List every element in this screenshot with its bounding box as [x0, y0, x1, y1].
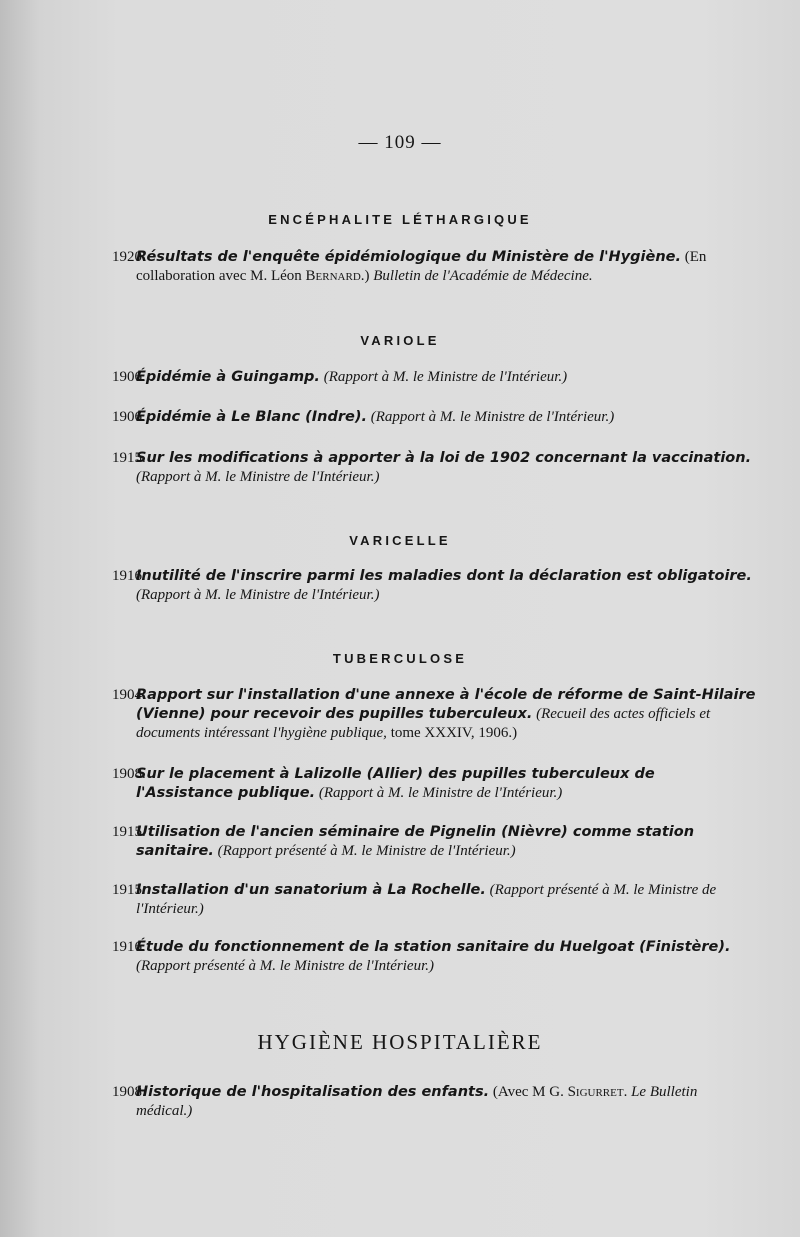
entry-source: (Rapport présenté à M. le Ministre de l'Intérieur.)	[136, 958, 435, 974]
entry-source: (Rapport présenté à M. le Ministre de l'Intérieur.)	[136, 882, 717, 917]
entry-title: Sur le placement à Lalizolle (Allier) des pupilles tuberculeux de l'Assistance publique.	[136, 766, 655, 801]
entry-variole-3	[112, 449, 756, 487]
entry-year: 1916.	[112, 939, 146, 955]
entry-author: Bernard.)	[305, 268, 370, 284]
entry-encephalite-1	[112, 248, 756, 286]
section-heading-varicelle: VARICELLE	[349, 533, 451, 548]
entry-source: (Rapport à M. le Ministre de l'Intérieur.)	[318, 785, 563, 801]
entry-source: Le Bulletin médical.)	[136, 1084, 698, 1119]
entry-title: Épidémie à Guingamp.	[136, 369, 320, 385]
section-heading-variole: VARIOLE	[360, 333, 440, 348]
entry-tuberculose-1	[112, 686, 756, 743]
entry-variole-1	[112, 368, 756, 387]
entry-source: Bulletin de l'Académie de Médecine.	[373, 268, 593, 284]
entry-source: (Rapport à M. le Ministre de l'Intérieur.)	[136, 587, 380, 603]
entry-source: (Recueil des actes officiels et documents intéressant l'hygiène publique,	[136, 706, 711, 741]
entry-title: Sur les modifications à apporter à la loi de 1902 concernant la vaccination.	[136, 450, 752, 466]
entry-tuberculose-4	[112, 881, 756, 919]
entry-tuberculose-3	[112, 823, 756, 861]
entry-title: Installation d'un sanatorium à La Rochelle.	[136, 882, 486, 898]
entry-year: 1915.	[112, 450, 146, 466]
entry-year: 1916.	[112, 568, 146, 584]
entry-year: 1920.	[112, 249, 146, 265]
section-heading-hygiene-hospitaliere: HYGIÈNE HOSPITALIÈRE	[257, 1030, 543, 1054]
entry-title: Historique de l'hospitalisation des enfants.	[136, 1084, 490, 1100]
entry-year: 1915.	[112, 824, 146, 840]
entry-year: 1908.	[112, 1084, 146, 1100]
entry-title: Étude du fonctionnement de la station sanitaire du Huelgoat (Finistère).	[136, 939, 731, 955]
entry-source: (Rapport à M. le Ministre de l'Intérieur.)	[136, 469, 380, 485]
entry-source: (Rapport à M. le Ministre de l'Intérieur.)	[370, 409, 615, 425]
entry-year: 1908.	[112, 766, 146, 782]
entry-collaboration: (Avec M G.	[492, 1084, 564, 1100]
entry-title: Résultats de l'enquête épidémiologique du Ministère de l'Hygiène.	[136, 249, 681, 265]
entry-variole-2	[112, 408, 756, 427]
entry-title: Épidémie à Le Blanc (Indre).	[136, 409, 368, 425]
section-heading-encephalite: ENCÉPHALITE LÉTHARGIQUE	[268, 212, 532, 227]
entry-collaboration: (En collaboration avec M. Léon	[136, 249, 707, 284]
entry-year: 1904.	[112, 687, 146, 703]
entry-tuberculose-2	[112, 765, 756, 803]
section-heading-tuberculose: TUBERCULOSE	[332, 651, 468, 666]
entry-varicelle-1	[112, 567, 756, 605]
entry-title: Inutilité de l'inscrire parmi les maladies dont la déclaration est obligatoire.	[136, 568, 752, 584]
entry-source: (Rapport présenté à M. le Ministre de l'Intérieur.)	[217, 843, 516, 859]
entry-year: 1906.	[112, 369, 146, 385]
entry-year: 1915.	[112, 882, 146, 898]
entry-source: (Rapport à M. le Ministre de l'Intérieur.)	[323, 369, 568, 385]
entry-volume: tome XXXIV, 1906.)	[390, 725, 518, 741]
entry-hygiene-1	[112, 1083, 756, 1121]
entry-tuberculose-5	[112, 938, 756, 976]
page-number: — 109 —	[358, 132, 442, 153]
entry-author: Sigurret.	[567, 1084, 628, 1100]
entry-title: Rapport sur l'installation d'une annexe à l'école de réforme de Saint-Hilaire (Vienne) pour recevoir des pupilles tuberculeux.	[136, 687, 756, 722]
entry-title: Utilisation de l'ancien séminaire de Pignelin (Nièvre) comme station sanitaire.	[136, 824, 695, 859]
entry-year: 1906.	[112, 409, 146, 425]
